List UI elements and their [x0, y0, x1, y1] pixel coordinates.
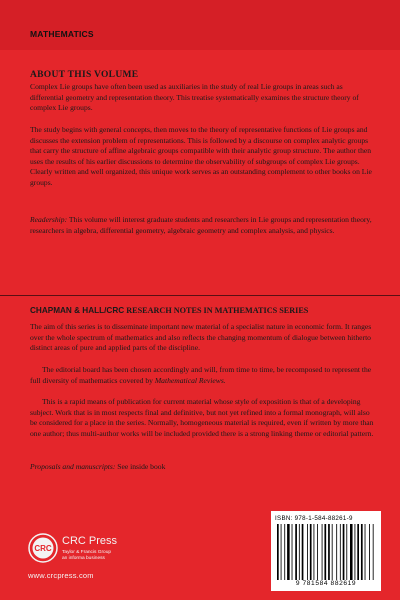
crc-logo-mark: CRC — [34, 544, 52, 554]
readership-label: Readership: — [30, 215, 68, 224]
series-name: RESEARCH NOTES IN MATHEMATICS SERIES — [124, 306, 309, 315]
series-paragraph-2-text: The editorial board has been chosen accordingly and will, from time to time, be recomposed to represent the full diversity of mathematics covered by — [30, 365, 372, 385]
series-paragraph-1: The aim of this series is to disseminate important new material of a specialist nature in economic form. It ranges over the whole spectrum of mathematics and also reflects the changing momentum of dialogue between hitherto distinct areas of pure and applied parts of the discipline. — [30, 322, 372, 353]
barcode-icon — [277, 524, 375, 580]
crc-logo-icon — [28, 533, 58, 563]
isbn-barcode-box — [271, 511, 381, 591]
series-paragraph-2 — [30, 365, 375, 386]
proposals-text: See inside book — [115, 462, 166, 471]
series-paragraph-3: This is a rapid means of publication for current material whose style of exposition is that of a developing subject. Work that is in most respects final and definitive, but not yet refined into a formal monograph, will also be considered for a place in the series. Normally, homogeneous material is required, even if written by more than one author; thus multi-author works will be included provided there is a strong linking theme or editorial pattern. — [30, 397, 374, 438]
series-tag: MATHEMATICS — [30, 29, 94, 39]
readership-paragraph — [30, 215, 375, 236]
proposals-line — [30, 462, 375, 473]
section-divider — [0, 295, 400, 296]
publisher-url: www.crcpress.com — [28, 571, 94, 580]
about-paragraph-2: The study begins with general concepts, then moves to the theory of representative functions of Lie groups and discusses the extension problem of representations. This is followed by a discourse on complex analytic groups that carry the structure of affine algebraic groups compatible with their analytic group structure. The author then uses the results of his earlier discussions to determine the observability of subgroups of complex Lie groups. Clearly written and well organized, this unique work serves as an outstanding complement to other books on Lie groups. — [30, 125, 372, 187]
series-heading — [30, 306, 390, 315]
readership-text: This volume will interest graduate students and researchers in Lie groups and representation theory, researchers in algebra, differential geometry, algebraic geometry and complex analysis, and physics. — [30, 215, 372, 235]
publisher-tagline: an informa business — [62, 556, 105, 561]
barcode-number: 9 781584 882619 — [295, 580, 357, 587]
about-paragraph-1: Complex Lie groups have often been used as auxiliaries in the study of real Lie groups in areas such as differential geometry and representation theory. This treatise systematically examines the structure theory of complex Lie groups. — [30, 82, 359, 113]
publisher-group: Taylor & Francis Group — [62, 550, 112, 555]
mathematical-reviews-title: Mathematical Reviews. — [154, 375, 226, 385]
proposals-label: Proposals and manuscripts: — [30, 462, 116, 471]
top-band — [0, 0, 400, 50]
publisher-name: CRC Press — [62, 535, 118, 547]
series-publisher: CHAPMAN & HALL/CRC — [30, 306, 125, 315]
isbn-label: ISBN: 978-1-584-88261-9 — [275, 515, 353, 522]
crc-press-logo — [28, 533, 178, 593]
about-heading: ABOUT THIS VOLUME — [30, 70, 139, 80]
